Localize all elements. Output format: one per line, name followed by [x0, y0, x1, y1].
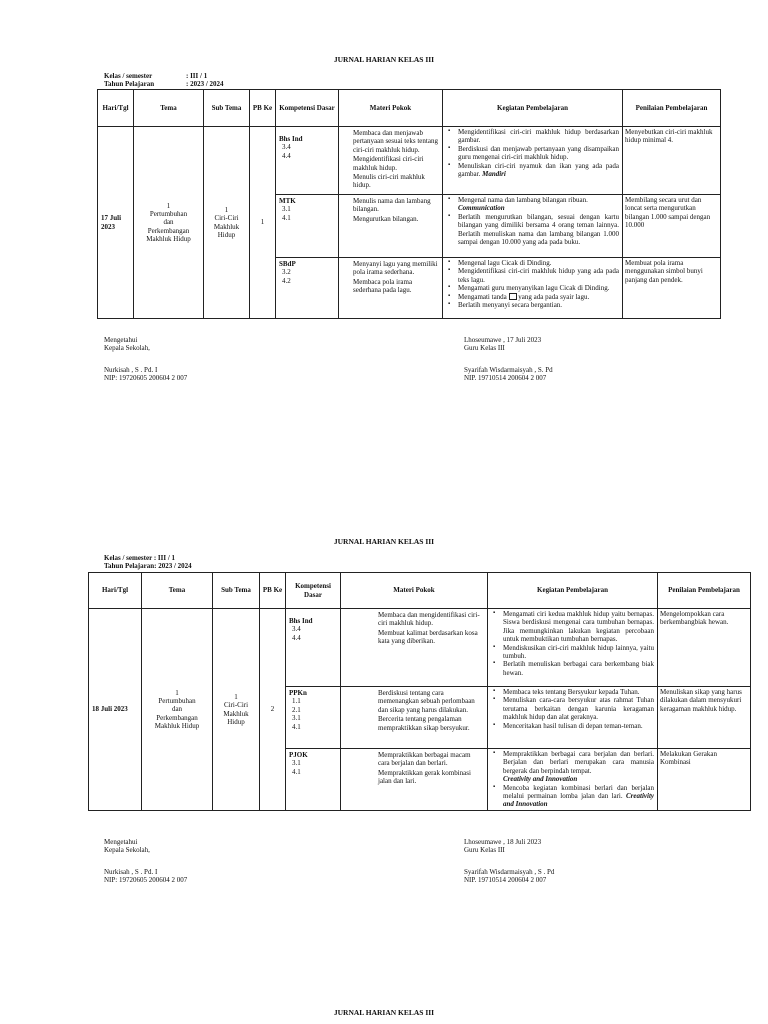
list-item: ▪ Menuliskan ciri-ciri nyamuk dan ikan yang ada pada gambar. Mandiri [446, 162, 619, 179]
kd-cell: PPKn 1.1 2.1 3.1 4.1 [286, 687, 341, 749]
header-materi: Materi Pokok [341, 573, 488, 609]
journal-1-info [104, 72, 224, 88]
kegiatan-cell [488, 749, 658, 811]
journal-2-info [104, 554, 192, 570]
kegiatan-cell [443, 127, 623, 195]
journal-1-table [97, 89, 721, 319]
materi-cell: Membaca dan mengidentifikasi ciri-ciri makhluk hidup. Membuat kalimat berdasarkan kosa kata yang diberikan. [341, 609, 488, 687]
tahun-value: : 2023 / 2024 [186, 80, 224, 88]
list-item: ▪ Mengamati ciri kedua makhluk hidup yaitu bernapas. Siswa berdiskusi mengenai cara tumbuhan bernapas. Jika memungkinkan lakukan kegiatan percobaan untuk membuktikan tumbuhan bernapas. [491, 610, 654, 644]
list-item: ▪ Mengidentifikasi ciri-ciri makhluk hidup berdasarkan gambar. [446, 128, 619, 145]
tema-cell: 1 Pertumbuhan dan Perkembangan Makhluk Hidup [142, 609, 213, 811]
penilaian-cell: Menuliskan sikap yang harus dilakukan dalam mensyukuri keragaman makhluk hidup. [658, 687, 751, 749]
journal-3-title: JURNAL HARIAN KELAS III [333, 1008, 435, 1017]
header-kegiatan: Kegiatan Pembelajaran [488, 573, 658, 609]
journal-2-sig-right: Lhoseumawe , 18 Juli 2023 Guru Kelas III Syarifah Wisdarmaisyah , S . Pd NIP. 19710514 200604 2 007 [464, 838, 555, 884]
header-penilaian: Penilaian Pembelajaran [623, 90, 721, 127]
kelas-label: Kelas / semester [104, 72, 153, 80]
list-item: ▪ Berdiskusi dan menjawab pertanyaan yang disampaikan guru mengenai ciri-ciri makhluk hidup. [446, 145, 619, 162]
kd-cell: Bhs Ind 3.4 4.4 [286, 609, 341, 687]
box-symbol-icon [509, 293, 517, 300]
pb-cell: 2 [260, 609, 286, 811]
kegiatan-cell [443, 195, 623, 258]
kd-cell: MTK 3.1 4.1 [276, 195, 339, 258]
penilaian-cell: Mengelompokkan cara berkembangbiak hewan. [658, 609, 751, 687]
hari-cell: 18 Juli 2023 [89, 609, 142, 811]
penilaian-cell: Membuat pola irama menggunakan simbol bunyi panjang dan pendek. [623, 258, 721, 319]
list-item: ▪ Mengamati tanda yang ada pada syair lagu. [446, 293, 619, 301]
list-item: ▪ Mengamati guru menyanyikan lagu Cicak di Dinding. [446, 284, 619, 292]
header-kegiatan: Kegiatan Pembelajaran [443, 90, 623, 127]
header-tema: Tema [142, 573, 213, 609]
journal-1-sig-left: Mengetahui Kepala Sekolah, Nurkisah , S . Pd. I NIP: 19720605 200604 2 007 [104, 336, 188, 382]
kegiatan-cell [488, 609, 658, 687]
kelas-line: Kelas / semester : III / 1 [104, 554, 176, 562]
materi-cell: Menulis nama dan lambang bilangan. Mengurutkan bilangan. [339, 195, 443, 258]
materi-cell: Mempraktikkan berbagai macam cara berjalan dan berlari. Mempraktikkan gerak kombinasi jalan dan lari. [341, 749, 488, 811]
journal-1-sig-right: Lhoseumawe , 17 Juli 2023 Guru Kelas III Syarifah Wisdarmaisyah , S. Pd NIP. 19710514 200604 2 007 [464, 336, 553, 382]
table-row [98, 127, 721, 195]
subtema-cell: 1 Ciri-Ciri Makhluk Hidup [213, 609, 260, 811]
journal-2-sig-left: Mengetahui Kepala Sekolah, Nurkisah , S . Pd. I NIP: 19720605 200604 2 007 [104, 838, 188, 884]
penilaian-cell: Melakukan Gerakan Kombinasi [658, 749, 751, 811]
list-item: ▪ Mengidentifikasi ciri-ciri makhluk hidup yang ada pada teks lagu. [446, 267, 619, 284]
list-item: ▪ Mendiskusikan ciri-ciri makhluk hidup lainnya, yaitu tumbuh. [491, 644, 654, 661]
journal-2-title: JURNAL HARIAN KELAS III [333, 537, 435, 546]
materi-cell: Berdiskusi tentang cara memenangkan sebuah perlombaan dan sikap yang harus dilakukan. Bercerita tentang pengalaman mempraktikkan sikap bersyukur. [341, 687, 488, 749]
header-kd: Kompetensi Dasar [286, 573, 341, 609]
list-item: ▪ Mempraktikkan berbagai cara berjalan dan berlari. Berjalan dan berlari merupakan cara manusia bergerak dan berpindah tempat. Creativity and Innovation [491, 750, 654, 784]
header-materi: Materi Pokok [339, 90, 443, 127]
header-hari: Hari/Tgl [98, 90, 134, 127]
header-kd: Kompetensi Dasar [276, 90, 339, 127]
journal-1-title: JURNAL HARIAN KELAS III [333, 55, 435, 64]
header-hari: Hari/Tgl [89, 573, 142, 609]
list-item: ▪ Mencoba kegiatan kombinasi berlari dan berjalan melalui permainan lomba jalan dan lari. Creativity and Innovation [491, 784, 654, 809]
kd-cell: PJOK 3.1 4.1 [286, 749, 341, 811]
header-pb: PB Ke [260, 573, 286, 609]
kegiatan-cell [488, 687, 658, 749]
penilaian-cell: Menyebutkan ciri-ciri makhluk hidup minimal 4. [623, 127, 721, 195]
journal-2-table [88, 572, 751, 811]
tema-cell: 1 Pertumbuhan dan Perkembangan Makhluk Hidup [134, 127, 204, 319]
list-item: ▪ Menceritakan hasil tulisan di depan teman-teman. [491, 722, 654, 730]
header-penilaian: Penilaian Pembelajaran [658, 573, 751, 609]
kelas-value: : III / 1 [186, 72, 208, 80]
penilaian-cell: Membilang secara urut dan loncat serta mengurutkan bilangan 1.000 sampai dengan 10.000 [623, 195, 721, 258]
hari-cell: 17 Juli 2023 [98, 127, 134, 319]
list-item: ▪ Membaca teks tentang Bersyukur kepada Tuhan. [491, 688, 654, 696]
list-item: ▪ Berlatih menyanyi secara bergantian. [446, 301, 619, 309]
materi-cell: Menyanyi lagu yang memiliki pola irama sederhana. Membaca pola irama sederhana pada lagu. [339, 258, 443, 319]
list-item: ▪ Berlatih menuliskan berbagai cara berkembang biak hewan. [491, 660, 654, 677]
tahun-label: Tahun Pelajaran [104, 80, 155, 88]
list-item: ▪ Berlatih mengurutkan bilangan, sesuai dengan kartu bilangan yang dimiliki bersama 4 orang teman lainnya. Berlatih menuliskan nama dan lambang bilangan 1.000 sampai dengan 10.000 yang ada pada buku. [446, 213, 619, 247]
list-item: ▪ Mengenal lagu Cicak di Dinding. [446, 259, 619, 267]
header-subtema: Sub Tema [213, 573, 260, 609]
list-item: ▪ Menuliskan cara-cara bersyukur atas rahmat Tuhan terutama berkaitan dengan karunia keragaman makhluk hidup dan alat geraknya. [491, 696, 654, 721]
header-tema: Tema [134, 90, 204, 127]
kd-cell: Bhs Ind 3.4 4.4 [276, 127, 339, 195]
kd-cell: SBdP 3.2 4.2 [276, 258, 339, 319]
pb-cell: 1 [250, 127, 276, 319]
kegiatan-cell [443, 258, 623, 319]
header-subtema: Sub Tema [204, 90, 250, 127]
list-item: ▪ Mengenal nama dan lambang bilangan ribuan. Communication [446, 196, 619, 213]
table-row [89, 609, 751, 687]
subtema-cell: 1 Ciri-Ciri Makhluk Hidup [204, 127, 250, 319]
header-pb: PB Ke [250, 90, 276, 127]
materi-cell: Membaca dan menjawab pertanyaan sesuai teks tentang ciri-ciri makhluk hidup. Mengidentifikasi ciri-ciri makhluk hidup. Menulis ciri-ciri makhluk hidup. [339, 127, 443, 195]
tahun-line: Tahun Pelajaran: 2023 / 2024 [104, 562, 192, 570]
